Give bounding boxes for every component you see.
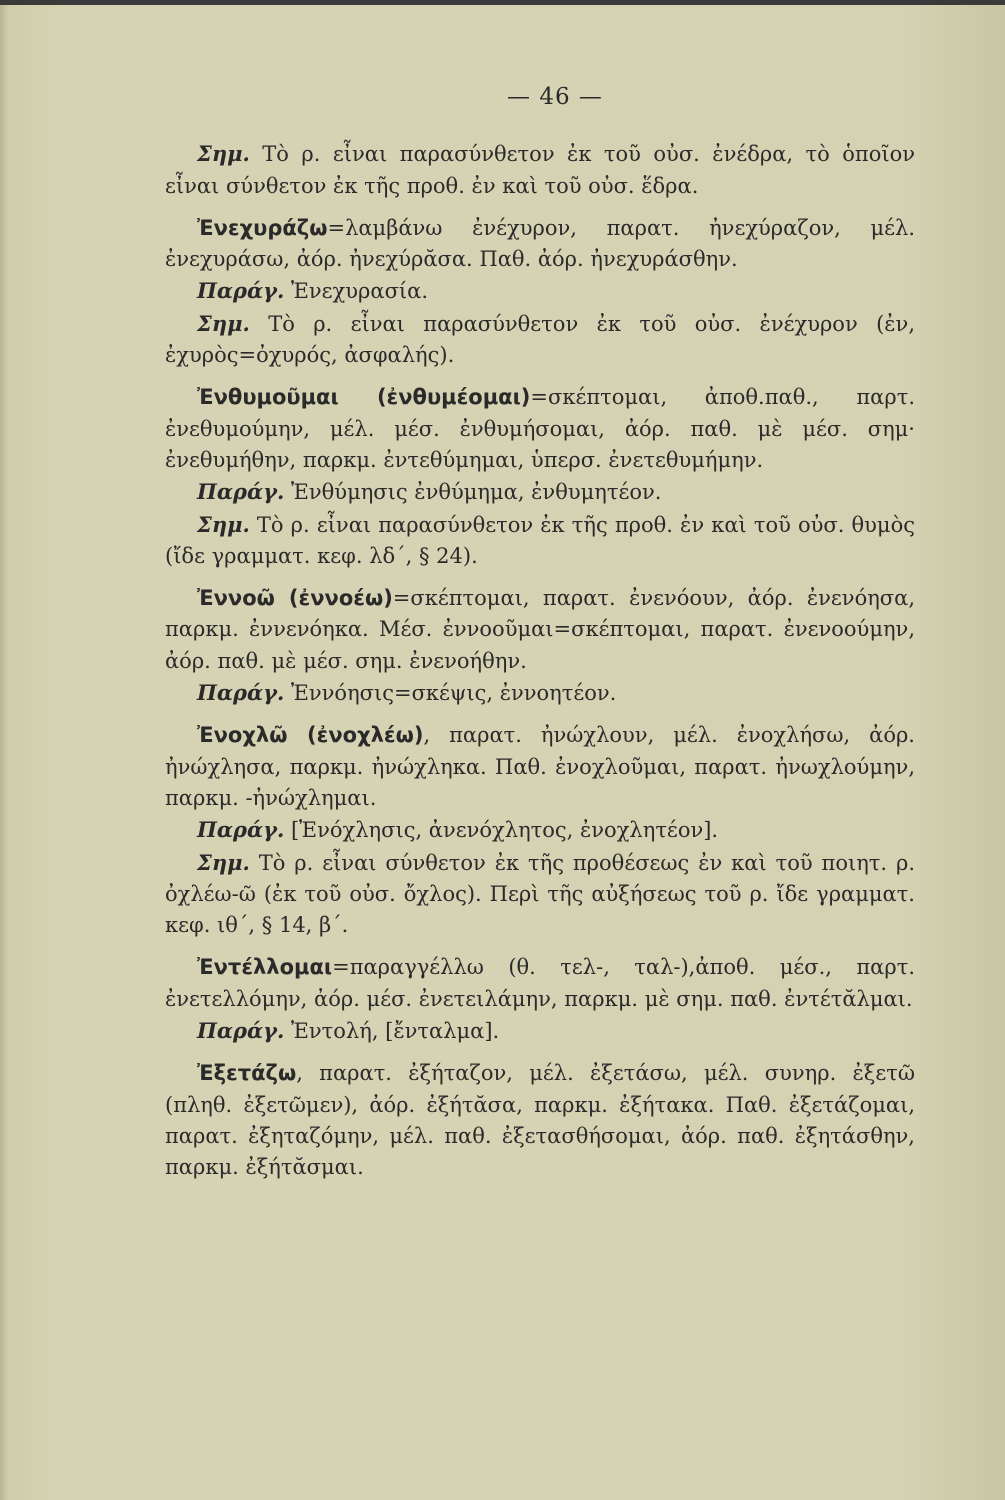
page-top-edge [0, 0, 1005, 5]
headword: Ἐνεχυράζω [197, 215, 328, 240]
note-label: Σημ. [197, 849, 250, 875]
derivatives-label: Παράγ. [197, 278, 285, 304]
note-paragraph [165, 138, 915, 202]
derivatives-paragraph [165, 814, 915, 846]
entry-text: Τὸ ρ. εἶναι παρασύνθετον ἐκ τοῦ οὐσ. ἐνέχυρον (ἐν, ἐχυρὸς=ὀχυρός, ἀσφαλής). [165, 311, 915, 368]
derivatives-paragraph [165, 1015, 915, 1047]
entry-text: Ἐνθύμησις ἐνθύμημα, ἐνθυμητέον. [284, 480, 662, 505]
entry-text: , παρατ. ἠνώχλουν, μέλ. ἐνοχλήσω, ἀόρ. ἠνώχλησα, παρκμ. ἠνώχληκα. Παθ. ἐνοχλοῦμαι, παρατ. ἠνωχλούμην, παρκμ. -ἠνώχλημαι. [165, 723, 915, 810]
entry-text: =σκέπτομαι, παρατ. ἐνενόουν, ἀόρ. ἐνενόησα, παρκμ. ἐννενόηκα. Μέσ. ἐννοοῦμαι=σκέπτομαι, παρατ. ἐνενοούμην, ἀόρ. παθ. μὲ μέσ. σημ. ἐνενοήθην. [165, 586, 915, 673]
headword-paragraph [165, 1058, 915, 1183]
headword-paragraph [165, 213, 915, 276]
dictionary-entry [165, 213, 915, 371]
dictionary-entry [165, 1058, 915, 1183]
derivatives-label: Παράγ. [197, 680, 285, 706]
entry-text: , παρατ. ἐξήταζον, μέλ. ἐξετάσω, μέλ. συνηρ. ἐξετῶ (πληθ. ἐξετῶμεν), ἀόρ. ἐξήτᾰσα, παρκμ. ἐξήτακα. Παθ. ἐξετάζομαι, παρατ. ἐξηταζόμην, μέλ. παθ. ἐξετασθήσομαι, ἀόρ. παθ. ἐξητάσθην, παρκμ. ἐξήτᾰσμαι. [165, 1061, 915, 1180]
entry-text: Τὸ ρ. εἶναι παρασύνθετον ἐκ τῆς προθ. ἐν καὶ τοῦ οὐσ. θυμὸς (ἴδε γραμματ. κεφ. λδ΄, § 24). [165, 512, 915, 568]
dictionary-entry [165, 583, 915, 709]
derivatives-label: Παράγ. [197, 817, 285, 843]
derivatives-paragraph [165, 677, 915, 709]
headword-paragraph [165, 382, 915, 476]
entry-text: Ἐνεχυρασία. [284, 279, 428, 304]
derivatives-paragraph [165, 275, 915, 307]
derivatives-label: Παράγ. [197, 479, 285, 505]
entry-text: Ἐντολή, [ἔνταλμα]. [284, 1019, 500, 1044]
note-paragraph [165, 509, 915, 573]
note-label: Σημ. [197, 310, 250, 336]
derivatives-paragraph [165, 476, 915, 508]
headword-paragraph [165, 952, 915, 1015]
note-paragraph [165, 308, 915, 372]
headword-paragraph [165, 720, 915, 814]
page-number: — 46 — [507, 84, 603, 110]
dictionary-entry [165, 952, 915, 1047]
note-label: Σημ. [197, 141, 250, 167]
entry-text: Τὸ ρ. εἶναι παρασύνθετον ἐκ τοῦ οὐσ. ἐνέδρα, τὸ ὁποῖον εἶναι σύνθετον ἐκ τῆς προθ. ἐν καὶ τοῦ οὐσ. ἕδρα. [165, 142, 915, 198]
dictionary-entry [165, 138, 915, 202]
dictionary-entry [165, 720, 915, 941]
page-spine-shadow [0, 0, 8, 1500]
headword: Ἐνοχλῶ (ἐνοχλέω) [197, 723, 424, 748]
entry-text: Ἐννόησις=σκέψις, ἐννοητέον. [284, 681, 617, 706]
derivatives-label: Παράγ. [197, 1018, 285, 1044]
entry-text: =σκέπτομαι, ἀποθ.παθ., παρτ. ἐνεθυμούμην, μέλ. μέσ. ἐνθυμήσομαι, ἀόρ. παθ. μὲ μέσ. σημ· ἐνεθυμήθην, παρκμ. ἐντεθύμημαι, ὑπερσ. ἐνετεθυμήμην. [165, 385, 915, 472]
entry-text: =παραγγέλλω (θ. τελ-, ταλ-),ἀποθ. μέσ., παρτ. ἐνετελλόμην, ἀόρ. μέσ. ἐνετειλάμην, παρκμ. μὲ σημ. παθ. ἐντέτᾰλμαι. [165, 955, 915, 1011]
note-label: Σημ. [197, 511, 250, 537]
entry-text: =λαμβάνω ἐνέχυρον, παρατ. ἠνεχύραζον, μέλ. ἐνεχυράσω, ἀόρ. ἠνεχύρᾰσα. Παθ. ἀόρ. ἠνεχυράσθην. [165, 215, 915, 272]
note-paragraph [165, 847, 915, 942]
headword: Ἐξετάζω [197, 1061, 297, 1086]
headword: Ἐντέλλομαι [197, 955, 333, 980]
entry-text: [Ἐνόχλησις, ἀνενόχλητος, ἐνοχλητέον]. [284, 818, 719, 843]
headword: Ἐνθυμοῦμαι (ἐνθυμέομαι) [197, 385, 531, 410]
dictionary-entry [165, 382, 915, 572]
entry-text: Τὸ ρ. εἶναι σύνθετον ἐκ τῆς προθέσεως ἐν καὶ τοῦ ποιητ. ρ. ὀχλέω-ῶ (ἐκ τοῦ οὐσ. ὄχλος). Περὶ τῆς αὐξήσεως τοῦ ρ. ἴδε γραμματ. κεφ. ιθ΄, § 14, β΄. [165, 850, 915, 938]
headword-paragraph [165, 583, 915, 677]
page-content [165, 82, 915, 1195]
headword: Ἐννοῶ (ἐννοέω) [197, 586, 393, 611]
